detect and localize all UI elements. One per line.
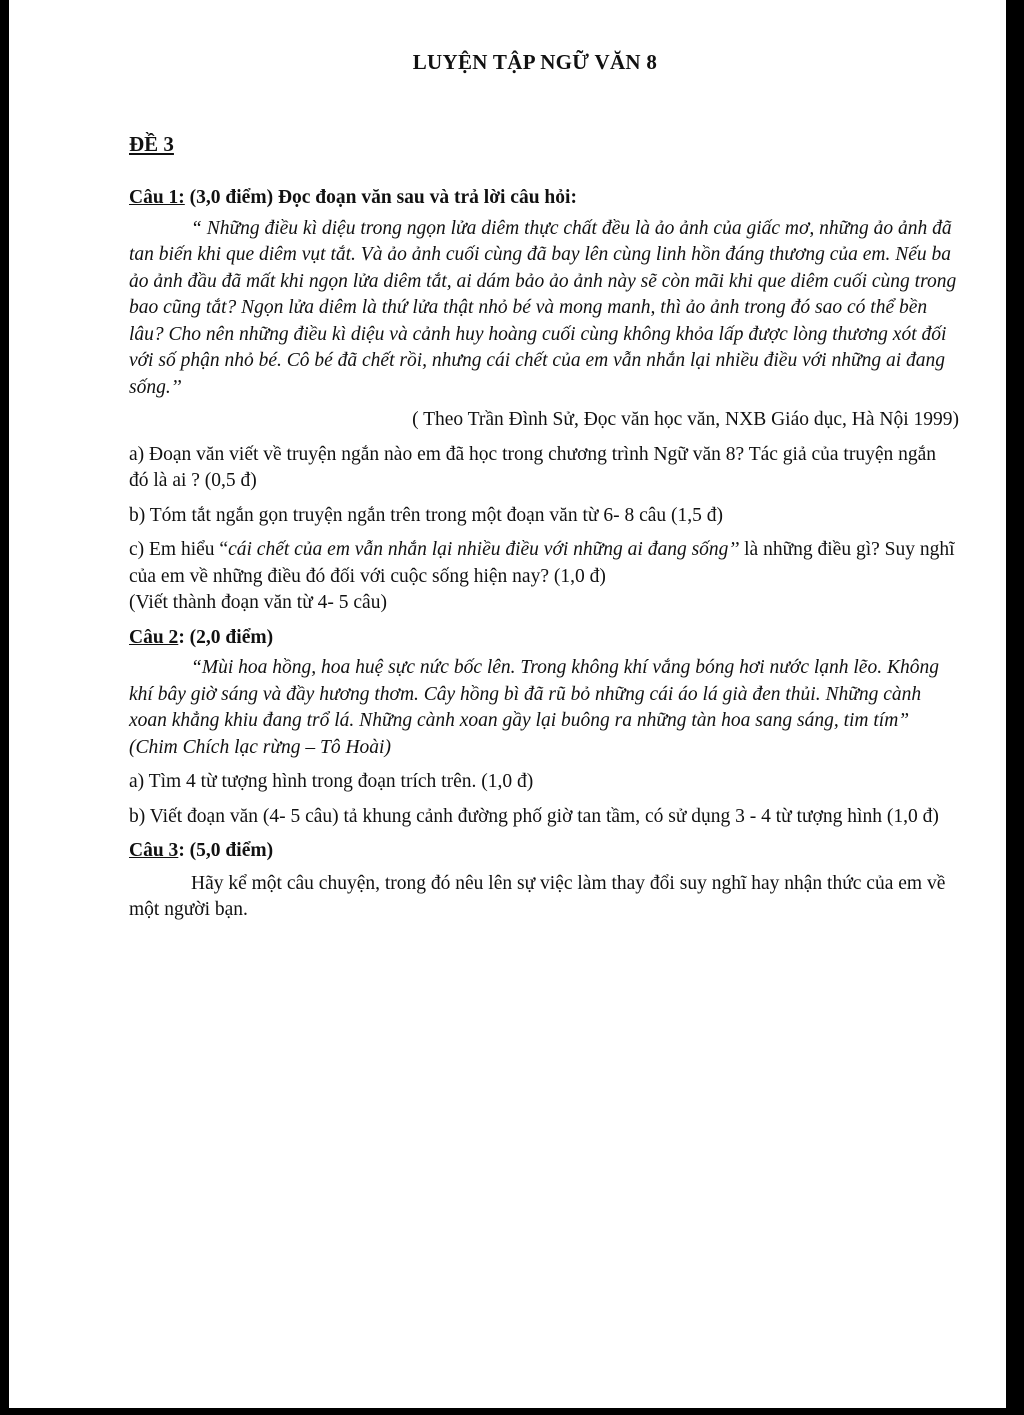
question-2-heading xyxy=(129,625,959,652)
question-1 xyxy=(129,185,959,617)
question-1-item-a: a) Đoạn văn viết về truyện ngắn nào em đã học trong chương trình Ngữ văn 8? Tác giả của truyện ngắn đó là ai ? (0,5 đ) xyxy=(129,443,937,491)
question-2-label: Câu 2 xyxy=(129,626,179,648)
question-1-item-c-prefix: c) Em hiểu “ xyxy=(129,539,229,560)
question-2-points: : (2,0 điểm) xyxy=(178,626,274,648)
question-3-prompt: Hãy kể một câu chuyện, trong đó nêu lên sự việc làm thay đổi suy nghĩ hay nhận thức của em về một người bạn. xyxy=(129,872,946,920)
question-2 xyxy=(129,625,959,831)
question-2-item-b: b) Viết đoạn văn (4- 5 câu) tả khung cảnh đường phố giờ tan tầm, có sử dụng 3 - 4 từ tượng hình (1,0 đ) xyxy=(129,805,939,827)
question-1-item-c xyxy=(129,537,959,617)
question-3-label: Câu 3 xyxy=(129,840,179,861)
question-1-item-b: b) Tóm tắt ngắn gọn truyện ngắn trên trong một đoạn văn từ 6- 8 câu (1,5 đ) xyxy=(129,504,723,526)
question-1-label: Câu 1: xyxy=(129,187,185,208)
question-1-source: ( Theo Trần Đình Sử, Đọc văn học văn, NXB Giáo dục, Hà Nội 1999) xyxy=(412,409,959,430)
document-page xyxy=(9,0,1006,1408)
question-3-heading xyxy=(129,838,959,865)
question-1-item-c-suffix: là những điều gì? Suy nghĩ của em về những điều đó đối với cuộc sống hiện nay? (1,0 đ) xyxy=(129,539,955,587)
question-1-points: (3,0 điểm) Đọc đoạn văn sau và trả lời câu hỏi: xyxy=(184,187,577,208)
question-3 xyxy=(129,838,959,924)
question-2-item-a: a) Tìm 4 từ tượng hình trong đoạn trích trên. (1,0 đ) xyxy=(129,771,534,792)
document-title: LUYỆN TẬP NGỮ VĂN 8 xyxy=(412,50,658,74)
question-1-passage: “ Những điều kì diệu trong ngọn lửa diêm thực chất đều là ảo ảnh của giấc mơ, những ảo ảnh đã tan biến khi que diêm vụt tắt. Và ảo ảnh cuối cùng đã bay lên cùng linh hồn đáng thương của em. Nếu ba ảo ảnh đầu đã mất khi ngọn lửa diêm tắt, ai dám bảo ảo ảnh này sẽ còn mãi khi que diêm cuối cùng trong bao cũng tắt? Ngọn lửa diêm là thứ lửa thật nhỏ bé và mong manh, thì ảo ảnh trong đó sao có thể bền lâu? Cho nên những điều kì diệu và cảnh huy hoàng cuối cùng không khỏa lấp được lòng thương xót đối với số phận nhỏ bé. Cô bé đã chết rồi, nhưng cái chết của em vẫn nhắn lại nhiều điều với những ai đang sống.’’ xyxy=(129,217,957,398)
question-3-points: : (5,0 điểm) xyxy=(178,840,274,861)
question-1-item-c-quote: cái chết của em vẫn nhắn lại nhiều điều với những ai đang sống’’ xyxy=(228,539,740,560)
exam-body xyxy=(129,185,959,924)
question-1-item-c-note: (Viết thành đoạn văn từ 4- 5 câu) xyxy=(129,592,387,613)
exam-label: ĐỀ 3 xyxy=(129,132,174,156)
question-1-heading xyxy=(129,185,959,212)
question-2-passage: “Mùi hoa hồng, hoa huệ sực nức bốc lên. Trong không khí vắng bóng hơi nước lạnh lẽo. Không khí bây giờ sáng và đầy hương thơm. Cây hồng bì đã rũ bỏ những cái áo lá già đen thủi. Những cành xoan khẳng khiu đang trổ lá. Những cành xoan gầy lại buông ra những tàn hoa sang sáng, tim tím” (Chim Chích lạc rừng – Tô Hoài) xyxy=(129,657,939,758)
